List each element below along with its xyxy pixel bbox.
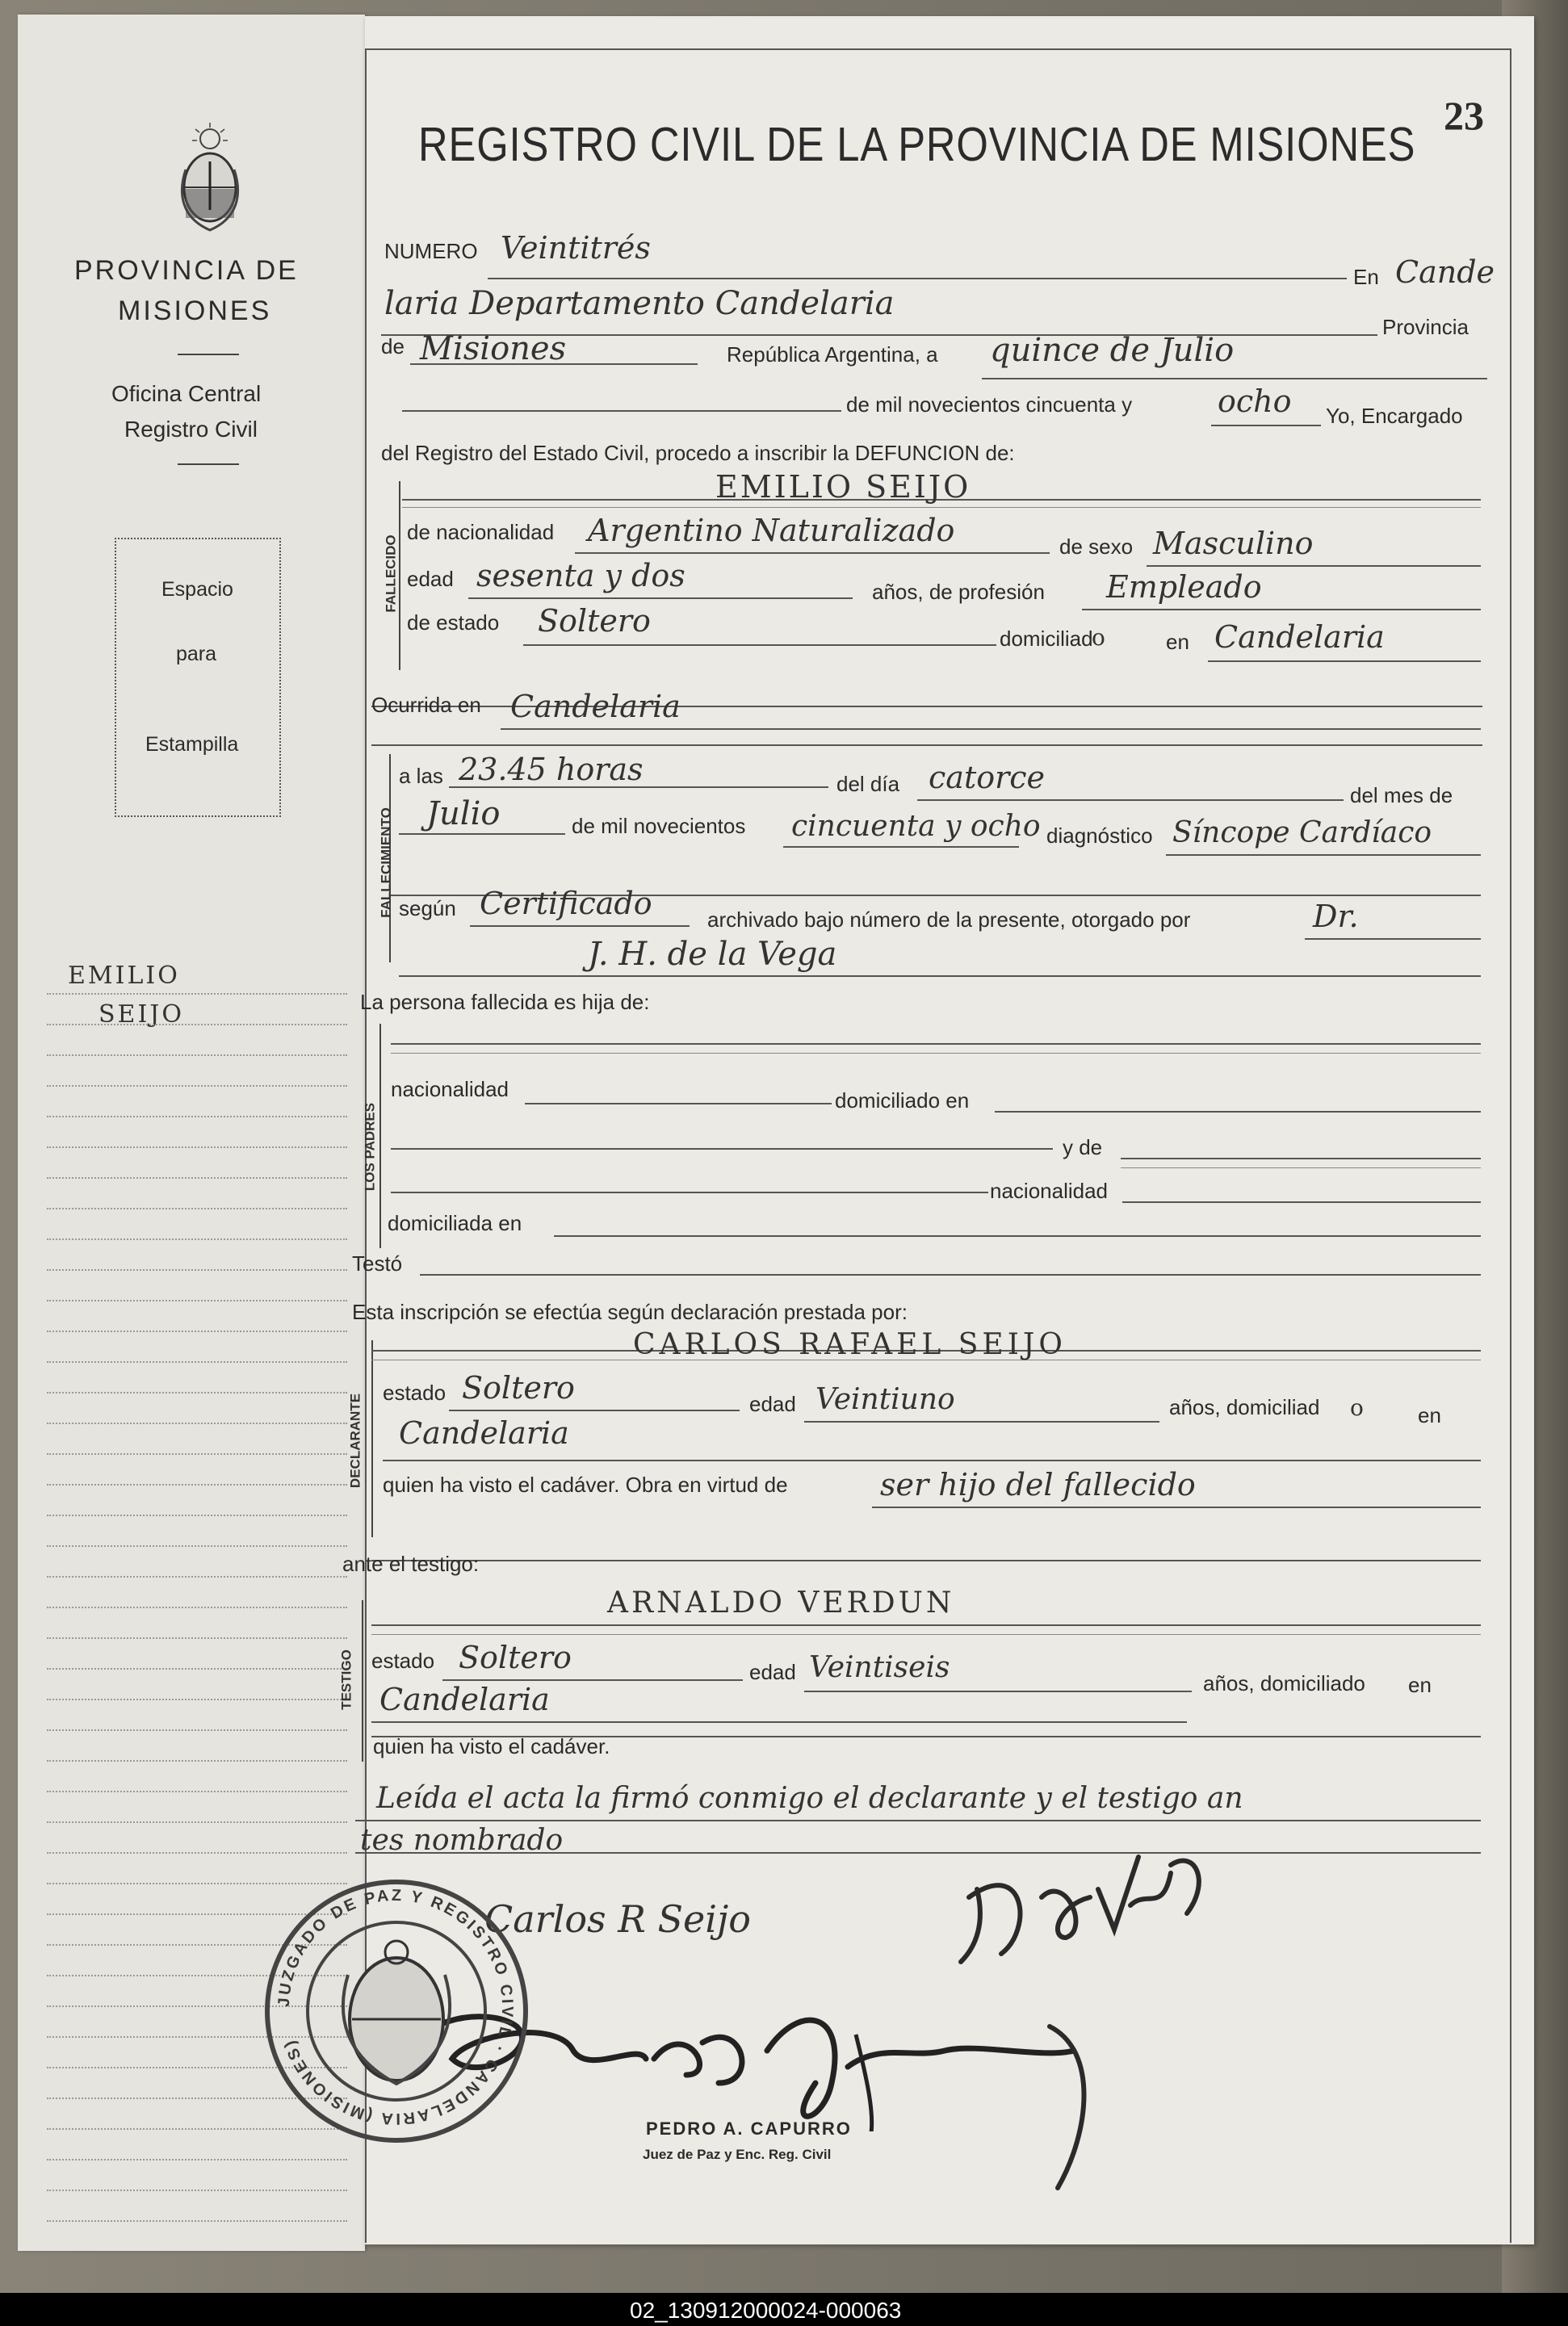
office-line-1: Oficina Central bbox=[111, 381, 262, 406]
label-ocurrida: Ocurrida en bbox=[371, 693, 481, 717]
stub-ruled-line bbox=[47, 1821, 347, 1823]
signature-testigo-icon bbox=[929, 1841, 1268, 1970]
label-domiciliado-en: domiciliado en bbox=[835, 1088, 970, 1113]
value-nacionalidad: Argentino Naturalizado bbox=[588, 513, 955, 548]
label-en: En bbox=[1353, 265, 1379, 289]
label-a-las: a las bbox=[399, 764, 443, 788]
stub-ruled-line bbox=[47, 1545, 347, 1547]
value-edad: sesenta y dos bbox=[476, 558, 685, 593]
signature-declarante: Carlos R Seijo bbox=[484, 1897, 751, 1941]
label-declaracion: Esta inscripción se efectúa según declaración prestada por: bbox=[352, 1300, 908, 1324]
stub-ruled-line bbox=[47, 1423, 347, 1424]
stub-ruled-line bbox=[47, 1269, 347, 1271]
label-hija-de: La persona fallecida es hija de: bbox=[360, 990, 650, 1014]
office-line-2: Registro Civil bbox=[124, 417, 258, 442]
label-ante-testigo: ante el testigo: bbox=[342, 1552, 480, 1576]
label-y-de: y de bbox=[1063, 1135, 1103, 1159]
label-estado-decl: estado bbox=[383, 1381, 447, 1405]
value-testigo: ARNALDO VERDUN bbox=[607, 1586, 955, 1620]
label-anos-profesion: años, de profesión bbox=[872, 580, 1045, 604]
side-label-testigo: TESTIGO bbox=[338, 1649, 354, 1710]
stub-ruled-line bbox=[47, 1392, 347, 1394]
value-decl-estado: Soltero bbox=[462, 1370, 575, 1406]
label-segun: según bbox=[399, 896, 456, 920]
label-testo: Testó bbox=[352, 1251, 403, 1276]
label-de-mil: de mil novecientos cincuenta y bbox=[846, 392, 1133, 417]
stub-ruled-line bbox=[47, 1361, 347, 1363]
label-yo-encargado: Yo, Encargado bbox=[1326, 404, 1463, 428]
value-anio: ocho bbox=[1218, 383, 1292, 419]
footer-code: 02_130912000024-000063 bbox=[630, 2298, 902, 2323]
label-del-mes: del mes de bbox=[1350, 783, 1453, 807]
value-hora: 23.45 horas bbox=[459, 752, 644, 787]
value-decl-virtud: ser hijo del fallecido bbox=[880, 1467, 1196, 1502]
stub-ruled-line bbox=[47, 2159, 347, 2160]
value-decl-edad: Veintiuno bbox=[815, 1383, 955, 1416]
province-heading-1: PROVINCIA DE bbox=[74, 255, 299, 286]
label-nacionalidad-padre: nacionalidad bbox=[391, 1077, 509, 1101]
stub-ruled-line bbox=[47, 1729, 347, 1731]
stub-ruled-line bbox=[47, 1515, 347, 1516]
value-provincia: Misiones bbox=[420, 330, 567, 367]
stub-ruled-line bbox=[47, 1085, 347, 1087]
value-declarante: CARLOS RAFAEL SEIJO bbox=[633, 1328, 1067, 1361]
side-label-fallecido: FALLECIDO bbox=[383, 534, 399, 613]
label-anos-domiciliad: años, domiciliad bbox=[1169, 1395, 1320, 1419]
value-dia: catorce bbox=[929, 760, 1046, 795]
seal-text bbox=[266, 1878, 525, 2136]
svg-text:JUZGADO DE PAZ Y REGISTRO CIVI: JUZGADO DE PAZ Y REGISTRO CIVIL · CANDELARIA (MISIONES) bbox=[275, 1886, 517, 2128]
label-del-dia: del día bbox=[836, 772, 900, 796]
page-number: 23 bbox=[1444, 93, 1484, 138]
value-decl-domiciliado: o bbox=[1350, 1394, 1364, 1421]
value-ocurrida: Candelaria bbox=[510, 689, 681, 724]
stub-ruled-line bbox=[47, 1852, 347, 1854]
value-anio-2: cincuenta y ocho bbox=[791, 810, 1041, 843]
stub-ruled-line bbox=[47, 1054, 347, 1056]
label-diagnostico: diagnóstico bbox=[1046, 824, 1153, 848]
value-numero: Veintitrés bbox=[501, 230, 651, 266]
stub-ruled-line bbox=[47, 1607, 347, 1608]
coat-of-arms-icon bbox=[170, 121, 250, 234]
value-test-lugar: Candelaria bbox=[379, 1682, 550, 1717]
label-estado: de estado bbox=[407, 610, 500, 635]
stub-ruled-line bbox=[47, 1238, 347, 1240]
label-sexo: de sexo bbox=[1059, 534, 1134, 559]
official-title: Juez de Paz y Enc. Reg. Civil bbox=[643, 2147, 832, 2162]
official-name: PEDRO A. CAPURRO bbox=[646, 2119, 852, 2139]
stub-divider bbox=[178, 354, 239, 355]
margin-name-2: SEIJO bbox=[99, 1000, 184, 1029]
value-segun: Certificado bbox=[480, 886, 652, 921]
stub-ruled-line bbox=[47, 2190, 347, 2191]
side-label-fallecimiento: FALLECIMIENTO bbox=[378, 807, 394, 918]
value-otorgado: Dr. bbox=[1313, 899, 1359, 934]
stub-ruled-line bbox=[47, 1484, 347, 1486]
label-en-2: en bbox=[1166, 630, 1189, 654]
stub-ruled-line bbox=[47, 1177, 347, 1179]
value-estado: Soltero bbox=[538, 603, 651, 639]
label-edad-decl: edad bbox=[749, 1392, 796, 1416]
value-sexo: Masculino bbox=[1153, 526, 1314, 561]
label-archivado: archivado bajo número de la presente, otorgado por bbox=[707, 907, 1191, 932]
side-label-padres: LOS PADRES bbox=[362, 1102, 378, 1192]
stub-ruled-line bbox=[47, 2220, 347, 2222]
value-medico: J. H. de la Vega bbox=[588, 936, 837, 973]
stub-ruled-line bbox=[47, 1791, 347, 1792]
label-estado-test: estado bbox=[371, 1649, 435, 1673]
label-edad-test: edad bbox=[749, 1660, 796, 1684]
label-visto-obra: quien ha visto el cadáver. Obra en virtud de bbox=[383, 1473, 788, 1497]
value-decl-lugar: Candelaria bbox=[399, 1415, 569, 1451]
label-provincia: Provincia bbox=[1382, 315, 1469, 339]
label-edad: edad bbox=[407, 567, 454, 591]
value-domicilio: Candelaria bbox=[1214, 619, 1385, 655]
province-heading-2: MISIONES bbox=[118, 295, 272, 326]
stub-ruled-line bbox=[47, 1699, 347, 1700]
side-label-declarante: DECLARANTE bbox=[347, 1393, 363, 1489]
stamp-space-label-3: Estampilla bbox=[145, 733, 239, 756]
stamp-space-label-2: para bbox=[176, 643, 217, 665]
signature-tail-icon bbox=[1001, 2018, 1114, 2196]
stub-ruled-line bbox=[47, 1116, 347, 1117]
value-domiciliado-o: o bbox=[1092, 624, 1105, 651]
value-diagnostico: Síncope Cardíaco bbox=[1172, 816, 1432, 849]
stub-ruled-line bbox=[47, 1453, 347, 1455]
value-test-estado: Soltero bbox=[459, 1640, 572, 1675]
stub-ruled-line bbox=[47, 1208, 347, 1209]
label-republica: República Argentina, a bbox=[727, 342, 938, 367]
label-anos-domiciliado: años, domiciliado bbox=[1203, 1671, 1365, 1695]
margin-name-1: EMILIO bbox=[68, 962, 180, 990]
stub-ruled-line bbox=[47, 1760, 347, 1762]
label-de-mil-nov: de mil novecientos bbox=[572, 814, 746, 838]
label-nacionalidad: de nacionalidad bbox=[407, 520, 555, 544]
stub-ruled-line bbox=[47, 1331, 347, 1332]
stub-ruled-line bbox=[47, 993, 347, 995]
stub-ruled-line bbox=[47, 1024, 347, 1025]
label-nacionalidad-madre: nacionalidad bbox=[990, 1179, 1109, 1203]
stub-ruled-line bbox=[47, 1668, 347, 1670]
value-lugar-a: Cande bbox=[1395, 254, 1495, 290]
label-inscribir: del Registro del Estado Civil, procedo a inscribir la DEFUNCION de: bbox=[381, 441, 1015, 465]
value-nombre: EMILIO SEIJO bbox=[715, 469, 971, 505]
label-domiciliada-en: domiciliada en bbox=[388, 1211, 522, 1235]
value-test-edad: Veintiseis bbox=[809, 1651, 950, 1684]
stub-ruled-line bbox=[47, 1576, 347, 1578]
document-title: REGISTRO CIVIL DE LA PROVINCIA DE MISIONES bbox=[418, 118, 1416, 171]
label-en-decl: en bbox=[1418, 1403, 1441, 1427]
stamp-space-label-1: Espacio bbox=[161, 578, 233, 601]
stub-ruled-line bbox=[47, 1146, 347, 1148]
label-en-test: en bbox=[1408, 1673, 1432, 1697]
value-mes: Julio bbox=[426, 795, 501, 832]
label-quien-visto: quien ha visto el cadáver. bbox=[373, 1734, 610, 1758]
label-domiciliad: domiciliad bbox=[1000, 627, 1093, 651]
value-profesion: Empleado bbox=[1106, 569, 1262, 605]
label-de: de bbox=[381, 334, 405, 358]
value-leida-1: Leída el acta la firmó conmigo el declarante y el testigo an bbox=[376, 1782, 1243, 1815]
stub-divider-2 bbox=[178, 463, 239, 465]
stub-ruled-line bbox=[47, 1300, 347, 1301]
label-numero: NUMERO bbox=[384, 239, 478, 263]
value-fecha: quince de Julio bbox=[990, 332, 1235, 369]
stub-ruled-line bbox=[47, 1637, 347, 1639]
value-leida-2: tes nombrado bbox=[360, 1824, 564, 1857]
value-lugar-b: laria Departamento Candelaria bbox=[384, 285, 895, 322]
